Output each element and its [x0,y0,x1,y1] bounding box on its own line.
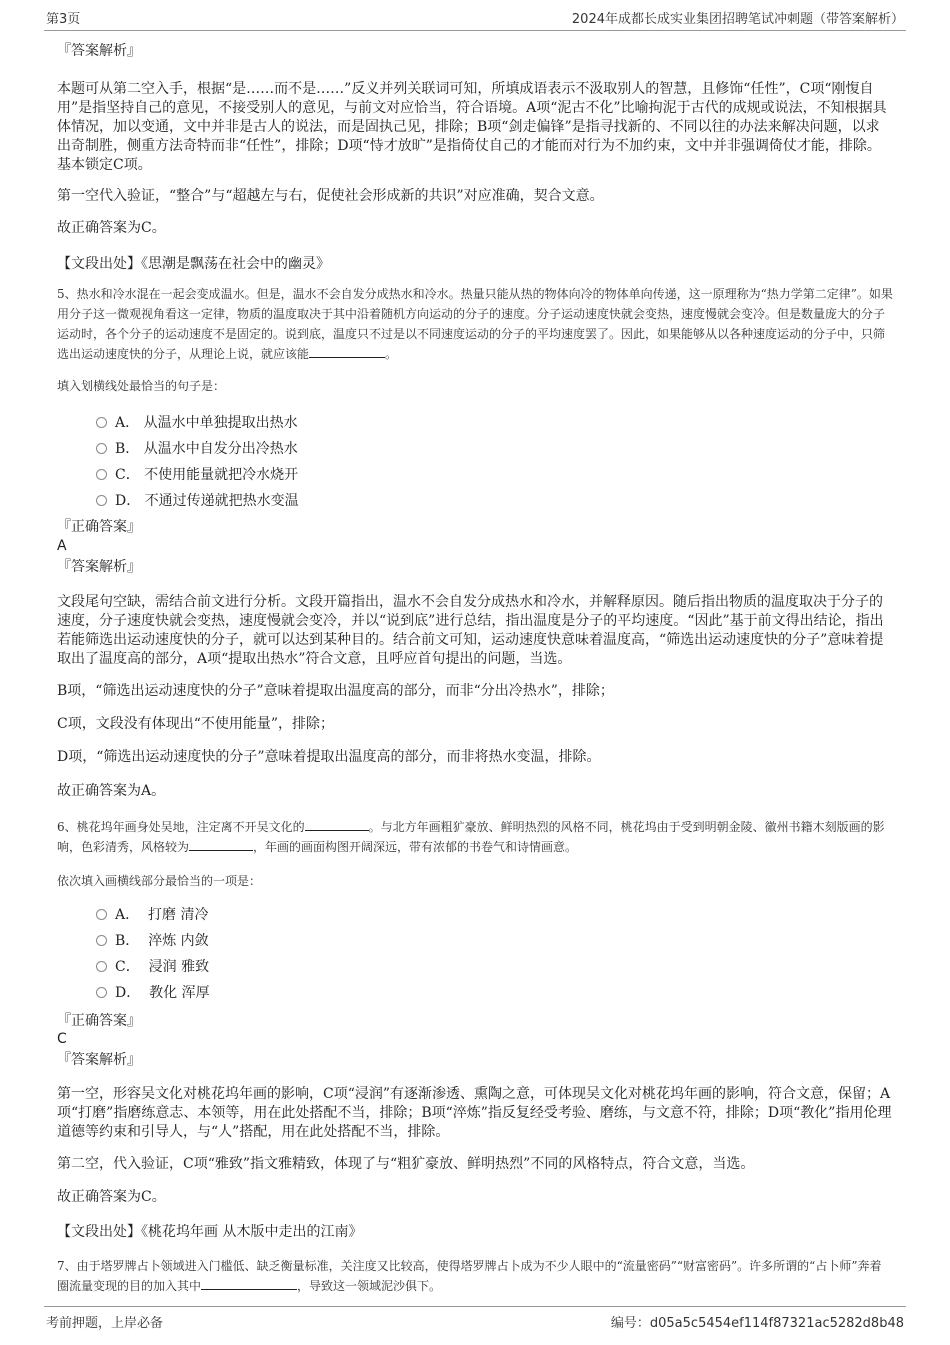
option-text: 教化 浑厚 [149,985,210,1001]
q5-correct-answer: A [57,538,67,554]
q6-option-d[interactable] [96,984,210,1002]
q4-source: 【文段出处】《思潮是飘荡在社会中的幽灵》 [57,256,330,272]
option-letter: C． [115,959,140,975]
document-title: 2024年成都长成实业集团招聘笔试冲刺题（带答案解析） [571,12,904,27]
q6-analysis-para3: 故正确答案为C。 [57,1189,166,1205]
q7-stem-text: 7、由于塔罗牌占卜领域进入门槛低、缺乏衡量标准，关注度又比较高，使得塔罗牌占卜成为不少人眼中的“流量密码”“财富密码”。许多所谓的“占卜师”奔着圈流量变现的目的加入其中 [57,1259,882,1293]
q5-stem-end: 。 [385,347,398,361]
q6-source: 【文段出处】《桃花坞年画 从木版中走出的江南》 [57,1224,363,1240]
radio-icon[interactable] [96,961,107,972]
radio-icon[interactable] [96,935,107,946]
radio-icon[interactable] [96,469,107,480]
footer-divider [44,1306,906,1307]
radio-icon[interactable] [96,987,107,998]
q6-option-b[interactable] [96,932,209,950]
option-letter: D． [115,985,141,1001]
option-letter: A． [115,907,140,923]
page-number: 第3页 [46,12,81,27]
q6-option-c[interactable] [96,958,209,976]
radio-icon[interactable] [96,909,107,920]
q5-analysis-para3: C项，文段没有体现出“不使用能量”，排除； [57,716,335,732]
q5-stem-text: 5、热水和冷水混在一起会变成温水。但是，温水不会自发分成热水和冷水。热量只能从热的物体向冷的物体单向传递，这一原理称为“热力学第二定律”。如果用分子这一微观视角看这一定律，物质的温度取决于其中沿着随机方向运动的分子的速度。分子运动速度快就会变热，速度慢就会变冷。但是数量庞大的分子运动时，各个分子的运动速度不是固定的。说到底，温度只不过是以不同速度运动的分子的平均速度罢了。因此，如果能够从以各种速度运动的分子中，只筛选出运动速度快的分子，从理论上说，就应该能 [57,287,893,361]
q5-correct-label: 『正确答案』 [57,519,141,535]
radio-icon[interactable] [96,443,107,454]
q5-option-a[interactable] [96,414,298,432]
q6-analysis-label: 『答案解析』 [57,1052,141,1068]
option-text: 不通过传递就把热水变温 [144,493,299,509]
q5-option-d[interactable] [96,492,299,510]
q5-option-b[interactable] [96,440,298,458]
q6-correct-label: 『正确答案』 [57,1013,141,1029]
footer-code-value: d05a5c5454ef114f87321ac5282d8b48 [649,1316,904,1331]
q7-stem [57,1256,893,1296]
q6-stem [57,817,893,857]
q5-stem [57,284,893,364]
q5-analysis-para5: 故正确答案为A。 [57,783,166,799]
q6-analysis-para1: 第一空，形容吴文化对桃花坞年画的影响，C项“浸润”有逐渐渗透、熏陶之意，可体现吴文化对桃花坞年画的影响，符合文意，保留；A项“打磨”指磨练意志、本领等，用在此处搭配不当，排除；B项“淬炼”指反复经受考验、磨练，与文意不符，排除；D项“教化”指用伦理道德等约束和引导人，与“人”搭配，用在此处搭配不当，排除。 [57,1086,892,1140]
option-letter: B． [115,441,140,457]
q5-analysis-para1: 文段尾句空缺，需结合前文进行分析。文段开篇指出，温水不会自发分成热水和冷水，并解释原因。随后指出物质的温度取决于分子的速度，分子速度快就会变热，速度慢就会变冷，并以“说到底”进行总结，指出温度是分子的平均速度。“因此”基于前文得出结论，指出若能筛选出运动速度快的分子，就可以达到某种目的。结合前文可知，运动速度快意味着温度高，“筛选出运动速度快的分子”意味着提取出了温度高的部分，A项“提取出热水”符合文意，且呼应首句提出的问题，当选。 [57,594,884,667]
q6-option-a[interactable] [96,906,208,924]
q7-blank [201,1277,297,1290]
q4-analysis-para1: 本题可从第二空入手，根据“是……而不是……”反义并列关联词可知，所填成语表示不汲取别人的智慧，且修饰“任性”，C项“刚愎自用”是指坚持自己的意见，不接受别人的意见，与前文对应恰当，符合语境。A项“泥古不化”比喻拘泥于古代的成规或说法，不知根据具体情况，加以变通，文中并非是古人的说法，而是固执己见，排除；B项“剑走偏锋”是指寻找新的、不同以往的办法来解决问题，以求出奇制胜，侧重方法奇特而非“任性”，排除；D项“恃才放旷”是指倚仗自己的才能而对行为不加约束，文中并非强调倚仗才能，排除。基本锁定C项。 [57,81,887,173]
q6-stem-part1: 6、桃花坞年画身处吴地，注定离不开吴文化的 [57,820,305,834]
q5-analysis-para2: B项，“筛选出运动速度快的分子”意味着提取出温度高的部分，而非“分出冷热水”，排除； [57,683,614,699]
q7-stem-end: ，导致这一领域泥沙俱下。 [297,1279,442,1293]
footer-code [611,1312,904,1331]
q5-analysis-label: 『答案解析』 [57,559,141,575]
option-text: 不使用能量就把冷水烧开 [144,467,299,483]
q6-analysis-para2: 第二空，代入验证，C项“雅致”指文雅精致，体现了与“粗犷豪放、鲜明热烈”不同的风格特点，符合文意，当选。 [57,1156,755,1172]
q4-analysis-para3: 故正确答案为C。 [57,220,166,236]
radio-icon[interactable] [96,417,107,428]
radio-icon[interactable] [96,495,107,506]
q6-blank-2 [189,838,253,851]
footer-code-label: 编号： [610,1316,650,1331]
option-text: 从温水中自发分出冷热水 [143,441,298,457]
option-text: 从温水中单独提取出热水 [143,415,298,431]
q6-stem-part2: 。与北方年画粗犷豪放、鲜明热烈的风格不同，桃花坞由于受到明朝金陵、徽州书籍木刻版画的影响，色彩清秀，风格较为 [57,820,885,854]
q5-option-c[interactable] [96,466,298,484]
q4-analysis-label: 『答案解析』 [57,43,141,59]
header-divider [44,30,906,31]
option-text: 淬炼 内敛 [148,933,209,949]
footer-slogan: 考前押题，上岸必备 [46,1316,164,1331]
q5-analysis-para4: D项，“筛选出运动速度快的分子”意味着提取出温度高的部分，而非将热水变温，排除。 [57,749,601,765]
q6-blank-1 [305,818,369,831]
option-letter: C． [115,467,140,483]
q5-blank [309,345,385,358]
q6-stem-part3: ，年画的画面构图开阔深远，带有浓郁的书卷气和诗情画意。 [253,840,578,854]
q4-analysis-para2: 第一空代入验证，“整合”与“超越左与右，促使社会形成新的共识”对应准确，契合文意。 [57,188,604,204]
option-letter: A． [115,415,140,431]
q5-prompt: 填入划横线处最恰当的句子是： [57,379,226,393]
option-letter: D． [115,493,141,509]
q6-prompt: 依次填入画横线部分最恰当的一项是： [57,874,262,888]
option-text: 打磨 清冷 [148,907,209,923]
option-text: 浸润 雅致 [148,959,210,975]
q6-correct-answer: C [57,1031,67,1047]
option-letter: B． [115,933,140,949]
